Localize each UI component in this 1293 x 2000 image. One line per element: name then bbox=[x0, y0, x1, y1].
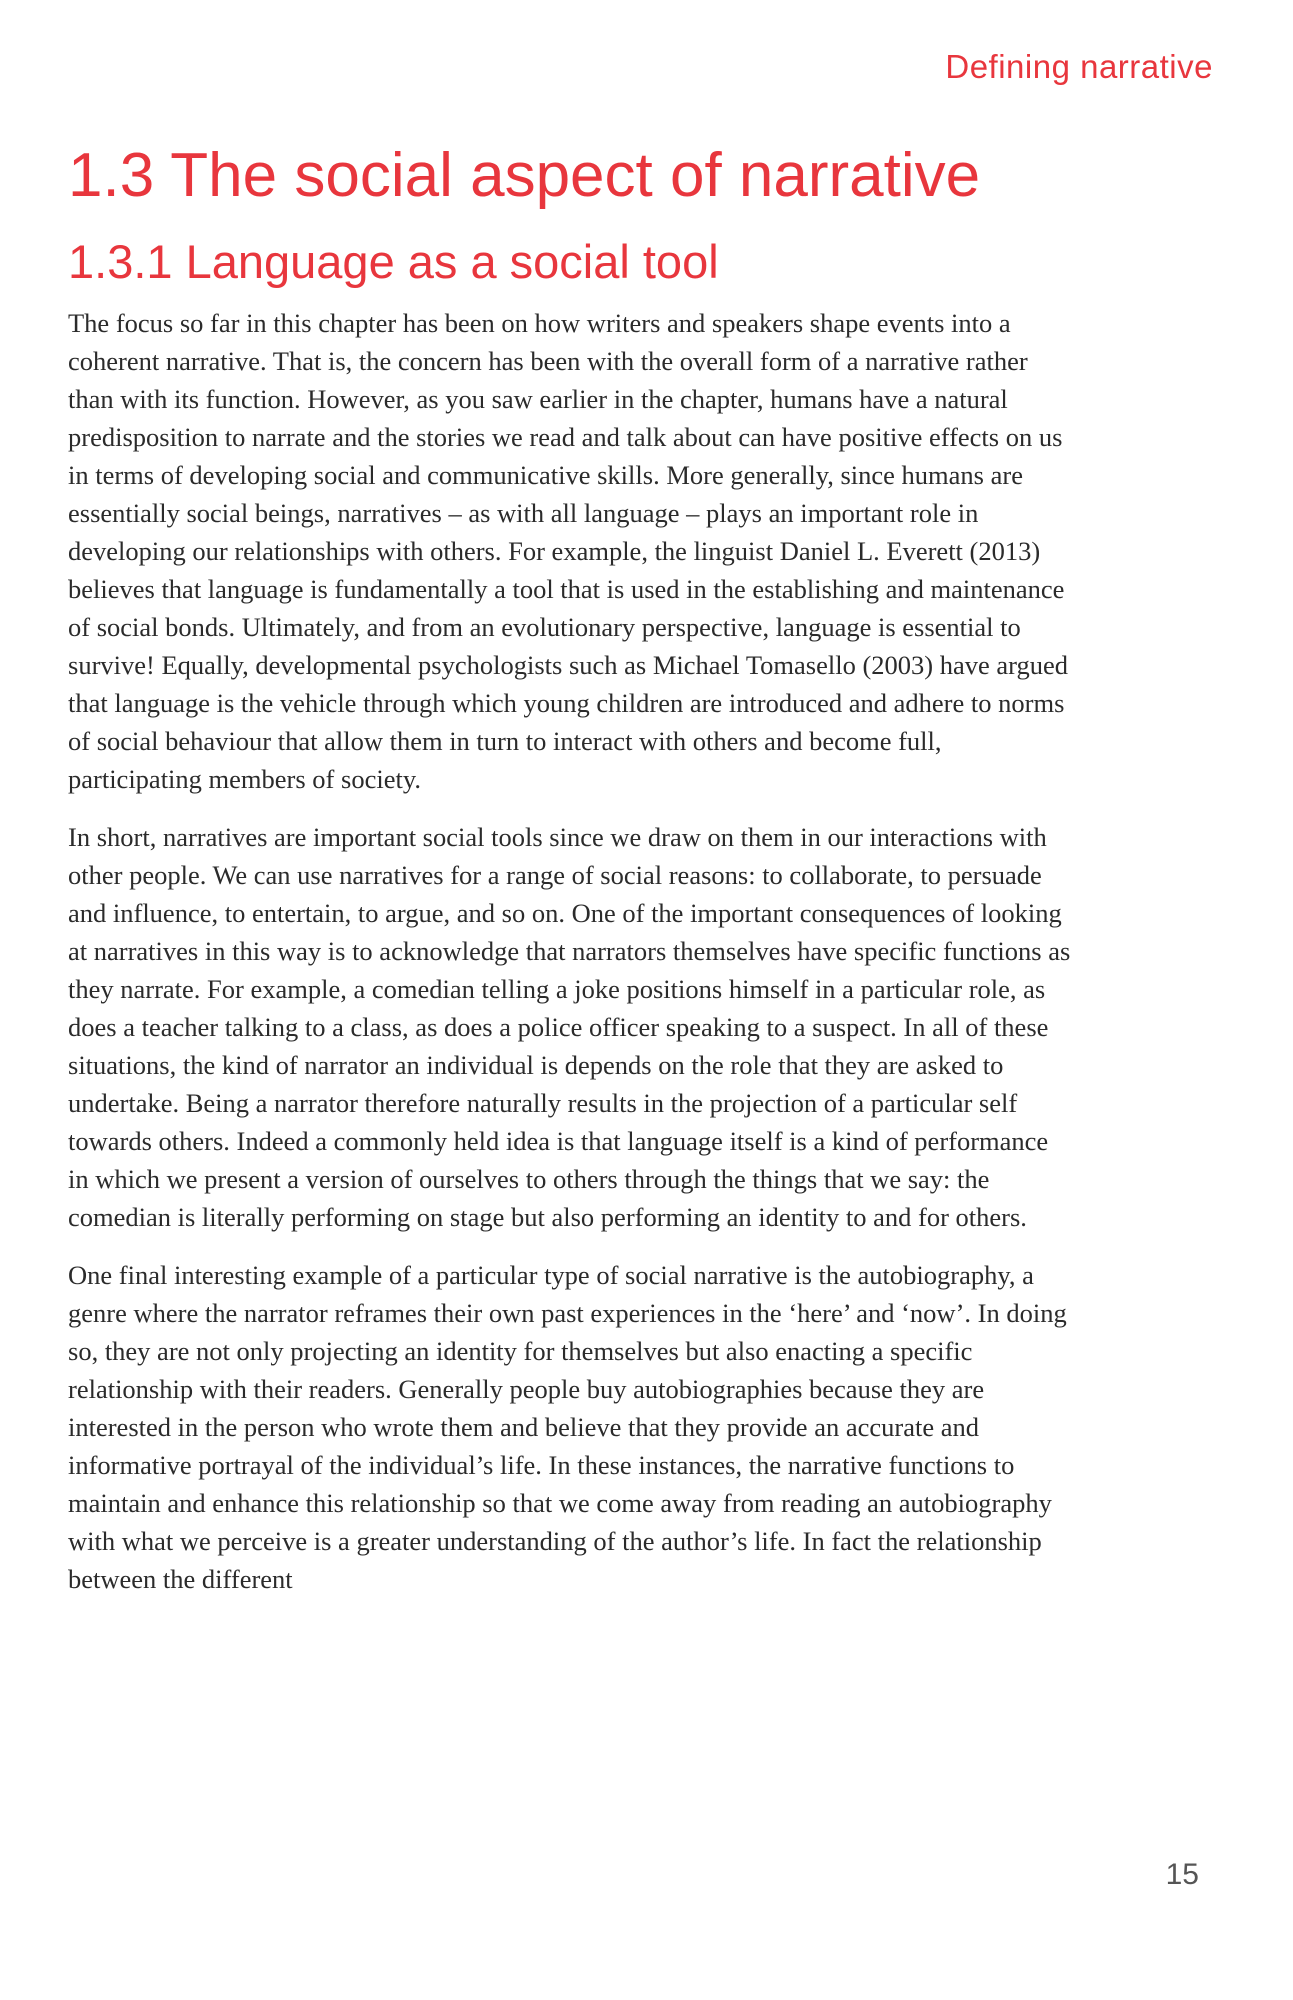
paragraph-1: The focus so far in this chapter has been on how writers and speakers shape events into a coherent narrative. That is, the concern has been with the overall form of a narrative rather than with its function. However, as you saw earlier in the chapter, humans have a natural predisposition to narrate and the stories we read and talk about can have positive effects on us in terms of developing social and communicative skills. More generally, since humans are essentially social beings, narratives – as with all language – plays an important role in developing our relationships with others. For example, the linguist Daniel L. Everett (2013) believes that language is fundamentally a tool that is used in the establishing and maintenance of social bonds. Ultimately, and from an evolutionary perspective, language is essential to survive! Equally, developmental psychologists such as Michael Tomasello (2003) have argued that language is the vehicle through which young children are introduced and adhere to norms of social behaviour that allow them in turn to interact with others and become full, participating members of society. bbox=[68, 308, 1068, 794]
paragraph-2: In short, narratives are important social tools since we draw on them in our interactions with other people. We can use narratives for a range of social reasons: to collaborate, to persuade and influence, to entertain, to argue, and so on. One of the important consequences of looking at narratives in this way is to acknowledge that narrators themselves have specific functions as they narrate. For example, a comedian telling a joke positions himself in a particular role, as does a teacher talking to a class, as does a police officer speaking to a suspect. In all of these situations, the kind of narrator an individual is depends on the role that they are asked to undertake. Being a narrator therefore naturally results in the projection of a particular self towards others. Indeed a commonly held idea is that language itself is a kind of performance in which we present a version of ourselves to others through the things that we say: the comedian is literally performing on stage but also performing an identity to and for others. bbox=[68, 822, 1071, 1232]
body-text bbox=[68, 304, 1073, 1618]
running-head: Defining narrative bbox=[945, 48, 1213, 85]
subsection-title: 1.3.1 Language as a social tool bbox=[68, 235, 719, 288]
section-title: 1.3 The social aspect of narrative bbox=[68, 141, 981, 210]
page-number: 15 bbox=[1165, 1858, 1199, 1891]
paragraph-3: One final interesting example of a particular type of social narrative is the autobiography, a genre where the narrator reframes their own past experiences in the ‘here’ and ‘now’. In doing so, they are not only projecting an identity for themselves but also enacting a specific relationship with their readers. Generally people buy autobiographies because they are interested in the person who wrote them and believe that they provide an accurate and informative portrayal of the individual’s life. In these instances, the narrative functions to maintain and enhance this relationship so that we come away from reading an autobiography with what we perceive is a greater understanding of the author’s life. In fact the relationship between the different bbox=[68, 1260, 1067, 1594]
